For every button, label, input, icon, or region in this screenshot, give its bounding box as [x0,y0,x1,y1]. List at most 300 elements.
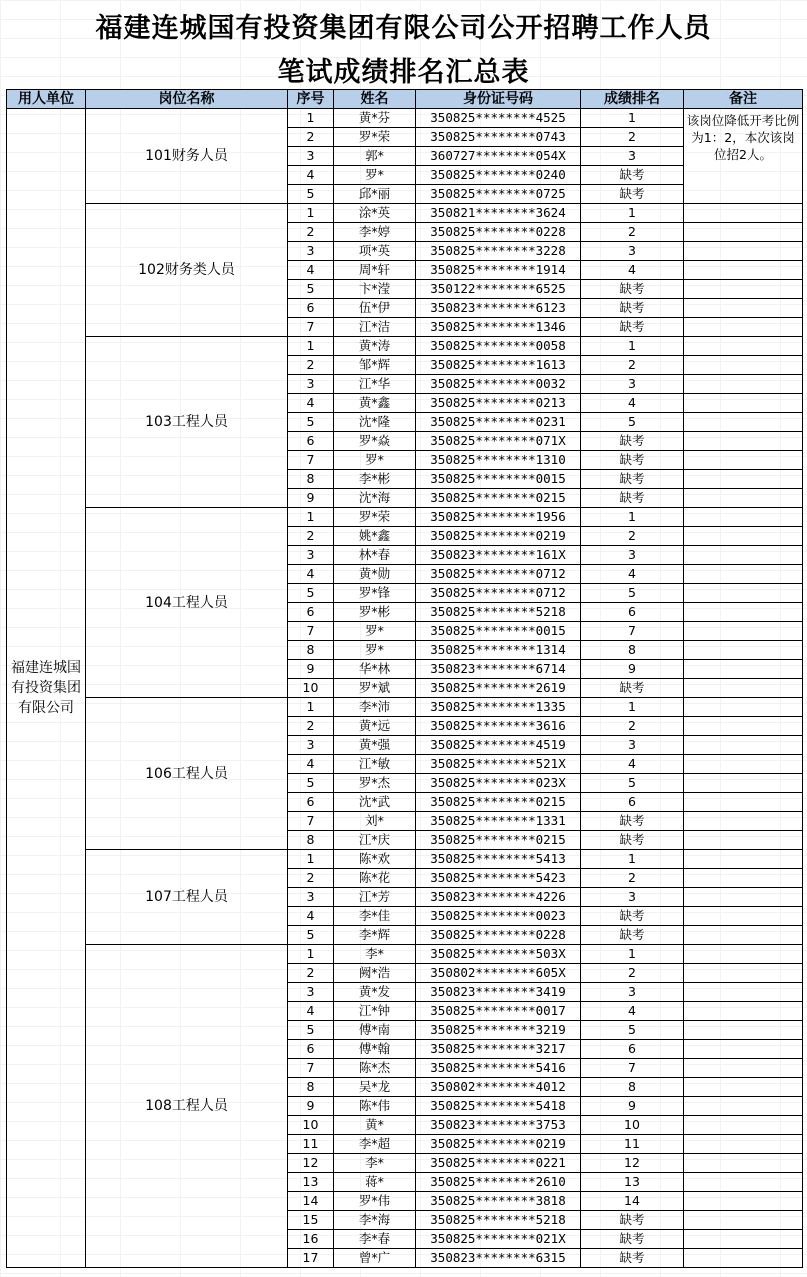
rank-cell[interactable]: 6 [581,1040,684,1059]
seq-cell[interactable]: 2 [288,223,334,242]
note-cell-empty[interactable] [684,546,803,565]
id-cell[interactable]: 350823********6315 [416,1249,581,1268]
rank-cell[interactable]: 5 [581,774,684,793]
rank-cell[interactable]: 缺考 [581,1249,684,1268]
rank-cell[interactable]: 3 [581,375,684,394]
seq-cell[interactable]: 4 [288,907,334,926]
header-note[interactable]: 备注 [684,90,803,109]
header-rank[interactable]: 成绩排名 [581,90,684,109]
id-cell[interactable]: 350825********5418 [416,1097,581,1116]
name-cell[interactable]: 江*敏 [334,755,416,774]
rank-cell[interactable]: 5 [581,584,684,603]
id-cell[interactable]: 350825********0228 [416,223,581,242]
name-cell[interactable]: 李* [334,945,416,964]
note-cell-empty[interactable] [684,318,803,337]
name-cell[interactable]: 黄*涛 [334,337,416,356]
name-cell[interactable]: 李* [334,1154,416,1173]
rank-cell[interactable]: 2 [581,717,684,736]
seq-cell[interactable]: 6 [288,299,334,318]
rank-cell[interactable]: 13 [581,1173,684,1192]
seq-cell[interactable]: 10 [288,679,334,698]
note-cell-empty[interactable] [684,584,803,603]
seq-cell[interactable]: 2 [288,964,334,983]
rank-cell[interactable]: 缺考 [581,926,684,945]
note-cell-empty[interactable] [684,413,803,432]
note-cell-empty[interactable] [684,679,803,698]
name-cell[interactable]: 吴*龙 [334,1078,416,1097]
seq-cell[interactable]: 6 [288,1040,334,1059]
rank-cell[interactable]: 3 [581,736,684,755]
seq-cell[interactable]: 4 [288,394,334,413]
id-cell[interactable]: 350825********0213 [416,394,581,413]
name-cell[interactable]: 沈*海 [334,489,416,508]
id-cell[interactable]: 350825********0017 [416,1002,581,1021]
note-cell-empty[interactable] [684,1078,803,1097]
seq-cell[interactable]: 5 [288,413,334,432]
id-cell[interactable]: 360727********054X [416,147,581,166]
note-cell-empty[interactable] [684,1059,803,1078]
name-cell[interactable]: 江*钟 [334,1002,416,1021]
note-cell-empty[interactable] [684,888,803,907]
rank-cell[interactable]: 6 [581,603,684,622]
position-cell[interactable]: 103工程人员 [86,337,288,508]
position-cell[interactable]: 104工程人员 [86,508,288,698]
note-cell-empty[interactable] [684,1173,803,1192]
header-id[interactable]: 身份证号码 [416,90,581,109]
name-cell[interactable]: 姚*鑫 [334,527,416,546]
name-cell[interactable]: 陈*杰 [334,1059,416,1078]
note-cell-empty[interactable] [684,1230,803,1249]
name-cell[interactable]: 伍*伊 [334,299,416,318]
rank-cell[interactable]: 2 [581,356,684,375]
name-cell[interactable]: 邹*辉 [334,356,416,375]
id-cell[interactable]: 350823********3419 [416,983,581,1002]
note-cell-empty[interactable] [684,451,803,470]
id-cell[interactable]: 350825********0221 [416,1154,581,1173]
id-cell[interactable]: 350825********0228 [416,926,581,945]
id-cell[interactable]: 350825********1314 [416,641,581,660]
note-cell-empty[interactable] [684,394,803,413]
seq-cell[interactable]: 3 [288,147,334,166]
seq-cell[interactable]: 5 [288,280,334,299]
id-cell[interactable]: 350122********6525 [416,280,581,299]
rank-cell[interactable]: 缺考 [581,812,684,831]
id-cell[interactable]: 350823********4226 [416,888,581,907]
note-cell-empty[interactable] [684,983,803,1002]
name-cell[interactable]: 罗*焱 [334,432,416,451]
seq-cell[interactable]: 15 [288,1211,334,1230]
name-cell[interactable]: 傅*翰 [334,1040,416,1059]
rank-cell[interactable]: 5 [581,1021,684,1040]
seq-cell[interactable]: 1 [288,204,334,223]
rank-cell[interactable]: 缺考 [581,318,684,337]
seq-cell[interactable]: 5 [288,926,334,945]
seq-cell[interactable]: 8 [288,1078,334,1097]
note-cell-empty[interactable] [684,527,803,546]
rank-cell[interactable]: 1 [581,337,684,356]
note-cell-empty[interactable] [684,1002,803,1021]
note-cell-empty[interactable] [684,660,803,679]
name-cell[interactable]: 郭* [334,147,416,166]
note-cell-empty[interactable] [684,1135,803,1154]
id-cell[interactable]: 350825********0743 [416,128,581,147]
name-cell[interactable]: 江*华 [334,375,416,394]
seq-cell[interactable]: 3 [288,888,334,907]
rank-cell[interactable]: 4 [581,755,684,774]
name-cell[interactable]: 华*林 [334,660,416,679]
name-cell[interactable]: 罗*彬 [334,603,416,622]
name-cell[interactable]: 江*洁 [334,318,416,337]
name-cell[interactable]: 罗*锋 [334,584,416,603]
rank-cell[interactable]: 2 [581,527,684,546]
seq-cell[interactable]: 9 [288,660,334,679]
note-cell-empty[interactable] [684,755,803,774]
rank-cell[interactable]: 缺考 [581,489,684,508]
note-cell-empty[interactable] [684,242,803,261]
rank-cell[interactable]: 5 [581,413,684,432]
note-cell-empty[interactable] [684,565,803,584]
note-cell-empty[interactable] [684,1211,803,1230]
rank-cell[interactable]: 11 [581,1135,684,1154]
note-cell-empty[interactable] [684,375,803,394]
name-cell[interactable]: 江*芳 [334,888,416,907]
id-cell[interactable]: 350802********605X [416,964,581,983]
rank-cell[interactable]: 1 [581,508,684,527]
id-cell[interactable]: 350821********3624 [416,204,581,223]
id-cell[interactable]: 350825********1335 [416,698,581,717]
id-cell[interactable]: 350825********0231 [416,413,581,432]
name-cell[interactable]: 卞*滢 [334,280,416,299]
id-cell[interactable]: 350802********4012 [416,1078,581,1097]
id-cell[interactable]: 350825********503X [416,945,581,964]
rank-cell[interactable]: 4 [581,261,684,280]
name-cell[interactable]: 曾*广 [334,1249,416,1268]
note-cell-empty[interactable] [684,1021,803,1040]
rank-cell[interactable]: 缺考 [581,1230,684,1249]
name-cell[interactable]: 沈*武 [334,793,416,812]
name-cell[interactable]: 罗*伟 [334,1192,416,1211]
note-cell-empty[interactable] [684,261,803,280]
note-cell-empty[interactable] [684,774,803,793]
id-cell[interactable]: 350825********1310 [416,451,581,470]
rank-cell[interactable]: 缺考 [581,299,684,318]
name-cell[interactable]: 黄* [334,1116,416,1135]
name-cell[interactable]: 罗*斌 [334,679,416,698]
note-cell-empty[interactable] [684,280,803,299]
id-cell[interactable]: 350825********0240 [416,166,581,185]
position-cell[interactable]: 101财务人员 [86,109,288,204]
id-cell[interactable]: 350825********1331 [416,812,581,831]
id-cell[interactable]: 350825********5416 [416,1059,581,1078]
rank-cell[interactable]: 2 [581,128,684,147]
seq-cell[interactable]: 1 [288,109,334,128]
rank-cell[interactable]: 9 [581,660,684,679]
id-cell[interactable]: 350825********1956 [416,508,581,527]
rank-cell[interactable]: 缺考 [581,280,684,299]
id-cell[interactable]: 350825********4525 [416,109,581,128]
rank-cell[interactable]: 1 [581,945,684,964]
id-cell[interactable]: 350825********023X [416,774,581,793]
name-cell[interactable]: 傅*南 [334,1021,416,1040]
position-cell[interactable]: 102财务类人员 [86,204,288,337]
id-cell[interactable]: 350825********5218 [416,603,581,622]
rank-cell[interactable]: 2 [581,223,684,242]
id-cell[interactable]: 350825********3217 [416,1040,581,1059]
seq-cell[interactable]: 1 [288,698,334,717]
seq-cell[interactable]: 3 [288,242,334,261]
id-cell[interactable]: 350825********0712 [416,565,581,584]
note-cell-empty[interactable] [684,717,803,736]
rank-cell[interactable]: 1 [581,850,684,869]
id-cell[interactable]: 350825********5413 [416,850,581,869]
seq-cell[interactable]: 7 [288,1059,334,1078]
seq-cell[interactable]: 4 [288,755,334,774]
header-seq[interactable]: 序号 [288,90,334,109]
rank-cell[interactable]: 1 [581,204,684,223]
rank-cell[interactable]: 3 [581,983,684,1002]
rank-cell[interactable]: 8 [581,641,684,660]
rank-cell[interactable]: 7 [581,1059,684,1078]
seq-cell[interactable]: 1 [288,945,334,964]
seq-cell[interactable]: 1 [288,850,334,869]
id-cell[interactable]: 350825********0058 [416,337,581,356]
id-cell[interactable]: 350825********0023 [416,907,581,926]
note-cell-empty[interactable] [684,793,803,812]
rank-cell[interactable]: 缺考 [581,679,684,698]
note-cell-empty[interactable] [684,926,803,945]
name-cell[interactable]: 林*春 [334,546,416,565]
rank-cell[interactable]: 3 [581,546,684,565]
id-cell[interactable]: 350825********0219 [416,527,581,546]
note-cell-empty[interactable] [684,223,803,242]
seq-cell[interactable]: 2 [288,869,334,888]
seq-cell[interactable]: 4 [288,565,334,584]
rank-cell[interactable]: 缺考 [581,831,684,850]
rank-cell[interactable]: 4 [581,394,684,413]
name-cell[interactable]: 周*轩 [334,261,416,280]
name-cell[interactable]: 李*超 [334,1135,416,1154]
id-cell[interactable]: 350825********1613 [416,356,581,375]
id-cell[interactable]: 350825********3219 [416,1021,581,1040]
id-cell[interactable]: 350825********0725 [416,185,581,204]
name-cell[interactable]: 黄*强 [334,736,416,755]
name-cell[interactable]: 黄*远 [334,717,416,736]
seq-cell[interactable]: 4 [288,166,334,185]
name-cell[interactable]: 罗*荣 [334,128,416,147]
id-cell[interactable]: 350825********0032 [416,375,581,394]
rank-cell[interactable]: 7 [581,622,684,641]
id-cell[interactable]: 350825********0215 [416,831,581,850]
id-cell[interactable]: 350825********5423 [416,869,581,888]
seq-cell[interactable]: 7 [288,451,334,470]
id-cell[interactable]: 350825********0215 [416,489,581,508]
seq-cell[interactable]: 9 [288,489,334,508]
note-cell-empty[interactable] [684,641,803,660]
seq-cell[interactable]: 2 [288,527,334,546]
rank-cell[interactable]: 3 [581,147,684,166]
seq-cell[interactable]: 13 [288,1173,334,1192]
note-cell-empty[interactable] [684,299,803,318]
seq-cell[interactable]: 6 [288,603,334,622]
seq-cell[interactable]: 5 [288,584,334,603]
note-cell-empty[interactable] [684,337,803,356]
seq-cell[interactable]: 3 [288,375,334,394]
name-cell[interactable]: 邱*丽 [334,185,416,204]
id-cell[interactable]: 350823********6123 [416,299,581,318]
id-cell[interactable]: 350825********3818 [416,1192,581,1211]
name-cell[interactable]: 黄*勋 [334,565,416,584]
name-cell[interactable]: 李*佳 [334,907,416,926]
rank-cell[interactable]: 2 [581,869,684,888]
note-cell-empty[interactable] [684,603,803,622]
id-cell[interactable]: 350823********161X [416,546,581,565]
name-cell[interactable]: 李*婷 [334,223,416,242]
seq-cell[interactable]: 4 [288,1002,334,1021]
name-cell[interactable]: 罗* [334,166,416,185]
name-cell[interactable]: 李*沛 [334,698,416,717]
id-cell[interactable]: 350825********2610 [416,1173,581,1192]
id-cell[interactable]: 350825********0712 [416,584,581,603]
name-cell[interactable]: 罗* [334,622,416,641]
note-cell-empty[interactable] [684,508,803,527]
rank-cell[interactable]: 1 [581,698,684,717]
id-cell[interactable]: 350825********0219 [416,1135,581,1154]
name-cell[interactable]: 罗* [334,641,416,660]
note-cell-empty[interactable] [684,736,803,755]
rank-cell[interactable]: 缺考 [581,185,684,204]
name-cell[interactable]: 陈*伟 [334,1097,416,1116]
rank-cell[interactable]: 9 [581,1097,684,1116]
seq-cell[interactable]: 5 [288,774,334,793]
id-cell[interactable]: 350825********071X [416,432,581,451]
seq-cell[interactable]: 16 [288,1230,334,1249]
rank-cell[interactable]: 缺考 [581,470,684,489]
note-cell-empty[interactable] [684,622,803,641]
unit-cell[interactable]: 福建连城国有投资集团有限公司 [7,109,86,1268]
note-cell-empty[interactable] [684,698,803,717]
name-cell[interactable]: 黄*鑫 [334,394,416,413]
id-cell[interactable]: 350825********1914 [416,261,581,280]
seq-cell[interactable]: 8 [288,470,334,489]
name-cell[interactable]: 沈*隆 [334,413,416,432]
name-cell[interactable]: 陈*花 [334,869,416,888]
id-cell[interactable]: 350825********3616 [416,717,581,736]
rank-cell[interactable]: 缺考 [581,451,684,470]
rank-cell[interactable]: 4 [581,1002,684,1021]
seq-cell[interactable]: 10 [288,1116,334,1135]
seq-cell[interactable]: 6 [288,793,334,812]
rank-cell[interactable]: 缺考 [581,166,684,185]
name-cell[interactable]: 罗* [334,451,416,470]
note-cell-empty[interactable] [684,432,803,451]
note-cell-empty[interactable] [684,964,803,983]
name-cell[interactable]: 李*春 [334,1230,416,1249]
rank-cell[interactable]: 10 [581,1116,684,1135]
seq-cell[interactable]: 1 [288,337,334,356]
rank-cell[interactable]: 6 [581,793,684,812]
name-cell[interactable]: 项*英 [334,242,416,261]
name-cell[interactable]: 刘* [334,812,416,831]
name-cell[interactable]: 阙*浩 [334,964,416,983]
seq-cell[interactable]: 11 [288,1135,334,1154]
seq-cell[interactable]: 3 [288,546,334,565]
note-cell-empty[interactable] [684,356,803,375]
seq-cell[interactable]: 8 [288,831,334,850]
seq-cell[interactable]: 6 [288,432,334,451]
note-cell-empty[interactable] [684,812,803,831]
note-cell-empty[interactable] [684,1040,803,1059]
rank-cell[interactable]: 12 [581,1154,684,1173]
id-cell[interactable]: 350823********3753 [416,1116,581,1135]
seq-cell[interactable]: 4 [288,261,334,280]
name-cell[interactable]: 罗*荣 [334,508,416,527]
id-cell[interactable]: 350825********521X [416,755,581,774]
seq-cell[interactable]: 2 [288,717,334,736]
name-cell[interactable]: 涂*英 [334,204,416,223]
seq-cell[interactable]: 7 [288,812,334,831]
note-cell-empty[interactable] [684,204,803,223]
name-cell[interactable]: 罗*杰 [334,774,416,793]
rank-cell[interactable]: 3 [581,888,684,907]
id-cell[interactable]: 350825********4519 [416,736,581,755]
seq-cell[interactable]: 14 [288,1192,334,1211]
rank-cell[interactable]: 缺考 [581,1211,684,1230]
name-cell[interactable]: 陈*欢 [334,850,416,869]
name-cell[interactable]: 黄*发 [334,983,416,1002]
position-cell[interactable]: 106工程人员 [86,698,288,850]
seq-cell[interactable]: 3 [288,736,334,755]
header-position[interactable]: 岗位名称 [86,90,288,109]
seq-cell[interactable]: 1 [288,508,334,527]
note-cell-empty[interactable] [684,1249,803,1268]
id-cell[interactable]: 350825********0015 [416,622,581,641]
note-cell[interactable]: 该岗位降低开考比例为1：2，本次该岗位招2人。 [684,109,803,204]
seq-cell[interactable]: 17 [288,1249,334,1268]
id-cell[interactable]: 350825********2619 [416,679,581,698]
header-unit[interactable]: 用人单位 [7,90,86,109]
seq-cell[interactable]: 5 [288,185,334,204]
id-cell[interactable]: 350823********6714 [416,660,581,679]
seq-cell[interactable]: 7 [288,622,334,641]
note-cell-empty[interactable] [684,1097,803,1116]
name-cell[interactable]: 李*海 [334,1211,416,1230]
seq-cell[interactable]: 8 [288,641,334,660]
id-cell[interactable]: 350825********0215 [416,793,581,812]
seq-cell[interactable]: 3 [288,983,334,1002]
rank-cell[interactable]: 3 [581,242,684,261]
note-cell-empty[interactable] [684,831,803,850]
header-name[interactable]: 姓名 [334,90,416,109]
seq-cell[interactable]: 5 [288,1021,334,1040]
note-cell-empty[interactable] [684,869,803,888]
note-cell-empty[interactable] [684,1116,803,1135]
name-cell[interactable]: 李*彬 [334,470,416,489]
rank-cell[interactable]: 1 [581,109,684,128]
note-cell-empty[interactable] [684,850,803,869]
note-cell-empty[interactable] [684,1192,803,1211]
rank-cell[interactable]: 4 [581,565,684,584]
rank-cell[interactable]: 2 [581,964,684,983]
rank-cell[interactable]: 14 [581,1192,684,1211]
seq-cell[interactable]: 2 [288,356,334,375]
position-cell[interactable]: 107工程人员 [86,850,288,945]
name-cell[interactable]: 江*庆 [334,831,416,850]
rank-cell[interactable]: 8 [581,1078,684,1097]
seq-cell[interactable]: 2 [288,128,334,147]
id-cell[interactable]: 350825********5218 [416,1211,581,1230]
note-cell-empty[interactable] [684,470,803,489]
name-cell[interactable]: 蒋* [334,1173,416,1192]
